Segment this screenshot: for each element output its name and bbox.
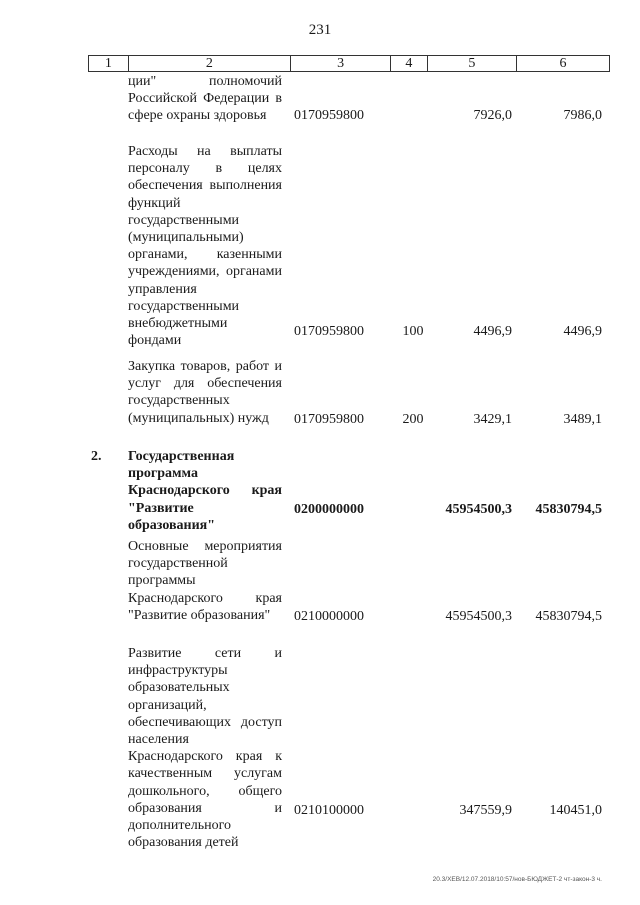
header-col-6: 6 <box>516 56 609 71</box>
row-name: Закупка товаров, работ и услуг для обеспечения государственных (муниципальных) нужд <box>128 359 282 426</box>
row-value-5: 4496,9 <box>473 324 512 339</box>
row-value-6: 45830794,5 <box>535 609 602 624</box>
row-value-5: 45954500,3 <box>445 609 512 624</box>
row-name: Государственная программа Краснодарского края "Развитие образования" <box>128 449 282 533</box>
row-value-6: 3489,1 <box>563 412 602 427</box>
row-code: 0210100000 <box>294 803 364 818</box>
header-col-1: 1 <box>104 56 112 71</box>
row-code: 0200000000 <box>294 502 364 517</box>
header-col-3: 3 <box>290 56 390 71</box>
footer-stamp: 20.3/XEB/12.07.2018/10:57/нов-БЮДЖЕТ-2 чт-закон-3 ч. <box>432 876 602 883</box>
row-value-6: 45830794,5 <box>535 502 602 517</box>
row-value-6: 140451,0 <box>549 803 602 818</box>
row-value-6: 7986,0 <box>563 108 602 123</box>
row-code: 0170959800 <box>294 324 364 339</box>
page-number: 231 <box>308 22 332 38</box>
table-header <box>88 55 610 72</box>
row-name: Основные мероприятия государственной программы Краснодарского края "Развитие образования" <box>128 539 282 623</box>
row-value-5: 3429,1 <box>473 412 512 427</box>
header-col-4: 4 <box>390 56 427 71</box>
row-name: Развитие сети и инфраструктуры образовательных организаций, обеспечивающих доступ населения Краснодарского края к качественным услугам дошкольного, общего образования и дополнительного образования детей <box>128 646 282 851</box>
row-name: Расходы на выплаты персоналу в целях обеспечения выполнения функций государственными (муниципальными) органами, казенными учреждениями, органами управления государственными внебюджетными фондами <box>128 144 282 349</box>
row-code: 0210000000 <box>294 609 364 624</box>
row-value-6: 4496,9 <box>563 324 602 339</box>
header-col-2: 2 <box>128 56 290 71</box>
row-value-5: 7926,0 <box>473 108 512 123</box>
row-vr: 200 <box>402 412 424 427</box>
row-code: 0170959800 <box>294 108 364 123</box>
row-code: 0170959800 <box>294 412 364 427</box>
row-value-5: 45954500,3 <box>445 502 512 517</box>
row-name: ции" полномочий Российской Федерации в сфере охраны здоровья <box>128 74 282 124</box>
header-col-5: 5 <box>427 56 516 71</box>
row-value-5: 347559,9 <box>459 803 512 818</box>
row-number: 2. <box>91 449 102 464</box>
row-vr: 100 <box>402 324 424 339</box>
